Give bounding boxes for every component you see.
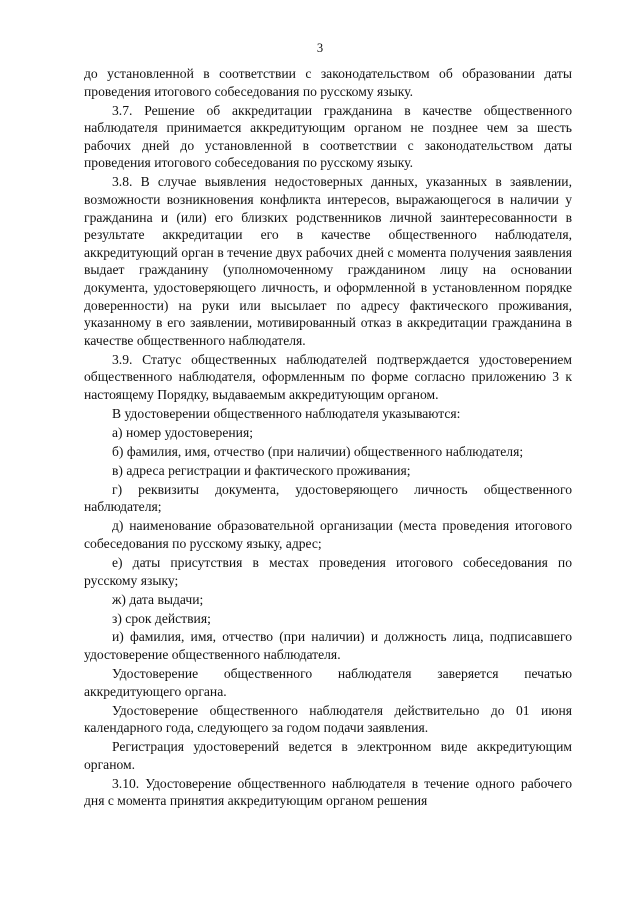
list-item-e: е) даты присутствия в местах проведения итогового собеседования по русскому языку; [84, 554, 572, 588]
list-item-i: и) фамилия, имя, отчество (при наличии) и должность лица, подписавшего удостоверение общественного наблюдателя. [84, 629, 572, 663]
list-item-zh: ж) дата выдачи; [112, 591, 204, 607]
paragraph-continuation: до установленной в соответствии с законодательством об образовании даты проведения итогового собеседования по русскому языку. [84, 66, 572, 99]
paragraph-seal: Удостоверение общественного наблюдателя заверяется печатью аккредитующего органа. [84, 666, 572, 699]
paragraph-registration: Регистрация удостоверений ведется в электронном виде аккредитующим органом. [84, 739, 572, 772]
paragraph-3-8: 3.8. В случае выявления недостоверных данных, указанных в заявлении, возможности возникновения конфликта интересов, выражающегося в наличии у гражданина и (или) его близких родственников личной заинтересованности в результате аккредитации его в качестве общественного наблюдателя, аккредитующий орган в течение двух рабочих дней с момента получения заявления выдает гражданину (уполномоченному гражданином лицу на основании документа, удостоверяющего личность, и оформленной в установленном порядке доверенности) на руки или высылает по адресу фактического проживания, указанному в его заявлении, мотивированный отказ в аккредитации гражданина в качестве общественного наблюдателя. [84, 174, 572, 348]
paragraph-3-7: 3.7. Решение об аккредитации гражданина в качестве общественного наблюдателя принимается аккредитующим органом не позднее чем за шесть рабочих дней до установленной в соответствии с законодательством даты проведения итогового собеседования по русскому языку. [84, 102, 572, 171]
paragraph-3-9: 3.9. Статус общественных наблюдателей подтверждается удостоверением общественного наблюдателя, оформленным по форме согласно приложению 3 к настоящему Порядку, выдаваемым аккредитующим органом. [84, 351, 572, 402]
list-item-a: а) номер удостоверения; [112, 424, 253, 440]
paragraph-3-10: 3.10. Удостоверение общественного наблюдателя в течение одного рабочего дня с момента принятия аккредитующим органом решения [84, 775, 572, 809]
list-item-g: г) реквизиты документа, удостоверяющего личность общественного наблюдателя; [84, 481, 572, 515]
list-item-z: з) срок действия; [112, 610, 211, 626]
list-item-v: в) адреса регистрации и фактического проживания; [112, 462, 411, 478]
page-number: 3 [316, 41, 324, 55]
list-item-b: б) фамилия, имя, отчество (при наличии) общественного наблюдателя; [112, 443, 524, 459]
list-item-d: д) наименование образовательной организации (места проведения итогового собеседования по русскому языку, адрес; [84, 518, 572, 551]
paragraph-list-intro: В удостоверении общественного наблюдателя указываются: [112, 405, 461, 421]
document-body [84, 65, 572, 811]
paragraph-validity: Удостоверение общественного наблюдателя действительно до 01 июня календарного года, следующего за годом подачи заявления. [84, 702, 572, 736]
